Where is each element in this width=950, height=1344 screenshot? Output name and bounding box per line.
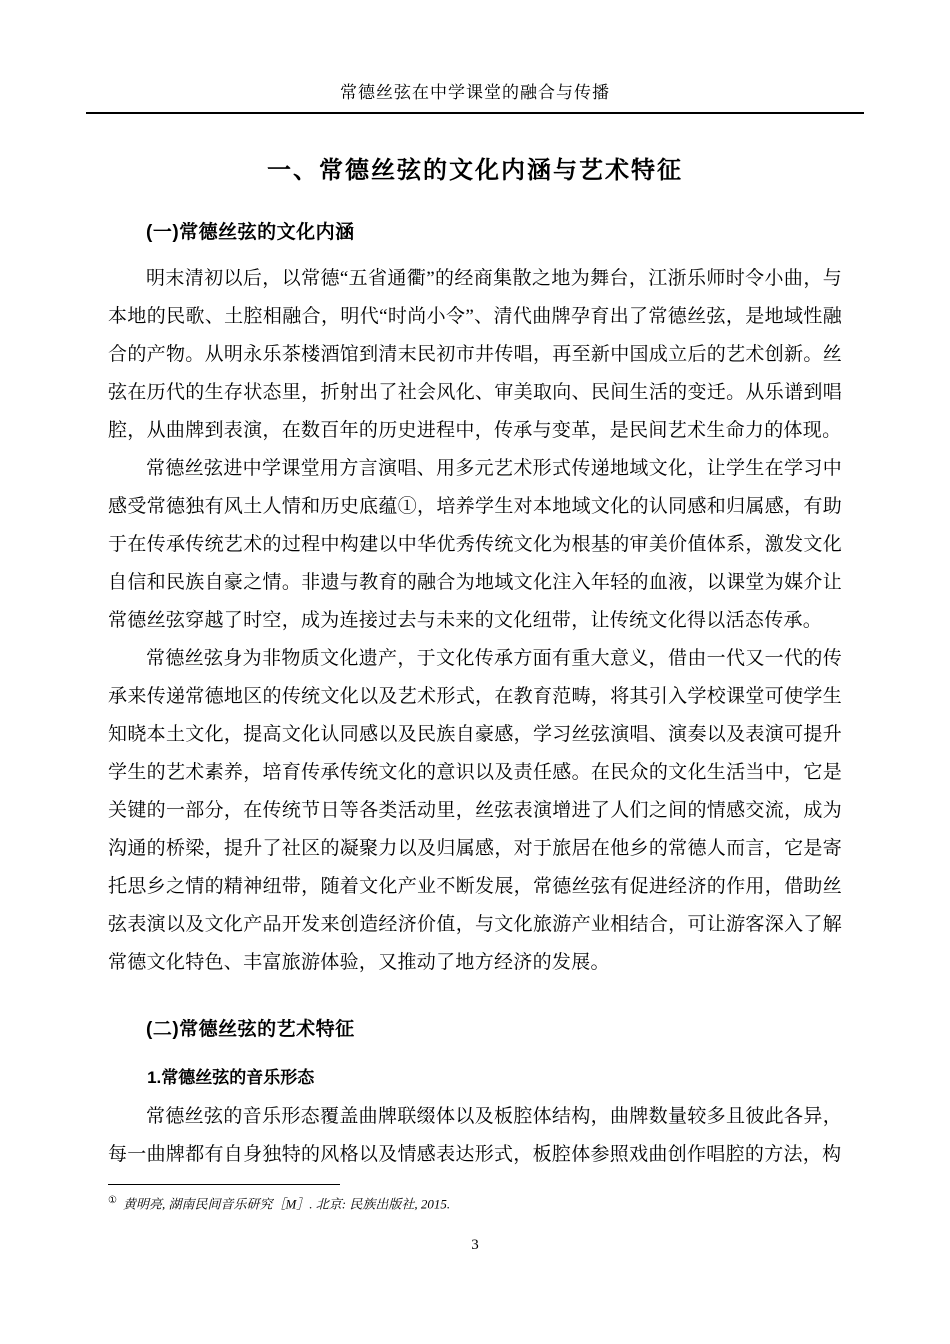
document-body: [108, 150, 842, 1174]
section-1-heading: (一)常德丝弦的文化内涵: [146, 222, 355, 243]
footnote: [108, 1192, 842, 1213]
section-1-paragraph-3: 常德丝弦身为非物质文化遗产，于文化传承方面有重大意义，借由一代又一代的传承来传递常德地区的传统文化以及艺术形式，在教育范畴，将其引入学校课堂可使学生知晓本土文化，提高文化认同感以及民族自豪感，学习丝弦演唱、演奏以及表演可提升学生的艺术素养，培育传承传统文化的意识以及责任感。在民众的文化生活当中，它是关键的一部分，在传统节日等各类活动里，丝弦表演增进了人们之间的情感交流，成为沟通的桥梁，提升了社区的凝聚力以及归属感，对于旅居在他乡的常德人而言，它是寄托思乡之情的精神纽带，随着文化产业不断发展，常德丝弦有促进经济的作用，借助丝弦表演以及文化产品开发来创造经济价值，与文化旅游产业相结合，可让游客深入了解常德文化特色、丰富旅游体验，又推动了地方经济的发展。: [108, 648, 842, 973]
footnote-marker: ①: [108, 1195, 117, 1206]
header-divider: [86, 112, 864, 114]
footnote-text: 黄明亮, 湖南民间音乐研究［M］. 北京: 民族出版社, 2015.: [122, 1196, 451, 1212]
running-head: 常德丝弦在中学课堂的融合与传播: [340, 83, 610, 102]
footnote-divider: [108, 1184, 340, 1185]
subsection-1-heading: 1.常德丝弦的音乐形态: [147, 1068, 315, 1087]
page-number: 3: [471, 1237, 479, 1253]
section-2-heading: (二)常德丝弦的艺术特征: [146, 1019, 355, 1040]
subsection-1-paragraph-1: 常德丝弦的音乐形态覆盖曲牌联缀体以及板腔体结构，曲牌数量较多且彼此各异，每一曲牌都有自身独特的风格以及情感表达形式，板腔体参照戏曲创作唱腔的方法，构: [108, 1106, 842, 1165]
section-1-paragraph-1: 明末清初以后，以常德“五省通衢”的经商集散之地为舞台，江浙乐师时令小曲，与本地的民歌、土腔相融合，明代“时尚小令”、清代曲牌孕育出了常德丝弦，是地域性融合的产物。从明永乐茶楼酒馆到清末民初市井传唱，再至新中国成立后的艺术创新。丝弦在历代的生存状态里，折射出了社会风化、审美取向、民间生活的变迁。从乐谱到唱腔，从曲牌到表演，在数百年的历史进程中，传承与变革，是民间艺术生命力的体现。: [108, 268, 842, 441]
chapter-title: 一、常德丝弦的文化内涵与艺术特征: [267, 157, 683, 184]
section-1-paragraph-2: 常德丝弦进中学课堂用方言演唱、用多元艺术形式传递地域文化，让学生在学习中感受常德独有风土人情和历史底蕴①，培养学生对本地域文化的认同感和归属感，有助于在传承传统艺术的过程中构建以中华优秀传统文化为根基的审美价值体系，激发文化自信和民族自豪之情。非遗与教育的融合为地域文化注入年轻的血液，以课堂为媒介让常德丝弦穿越了时空，成为连接过去与未来的文化纽带，让传统文化得以活态传承。: [108, 458, 842, 631]
page-header: [108, 78, 842, 114]
